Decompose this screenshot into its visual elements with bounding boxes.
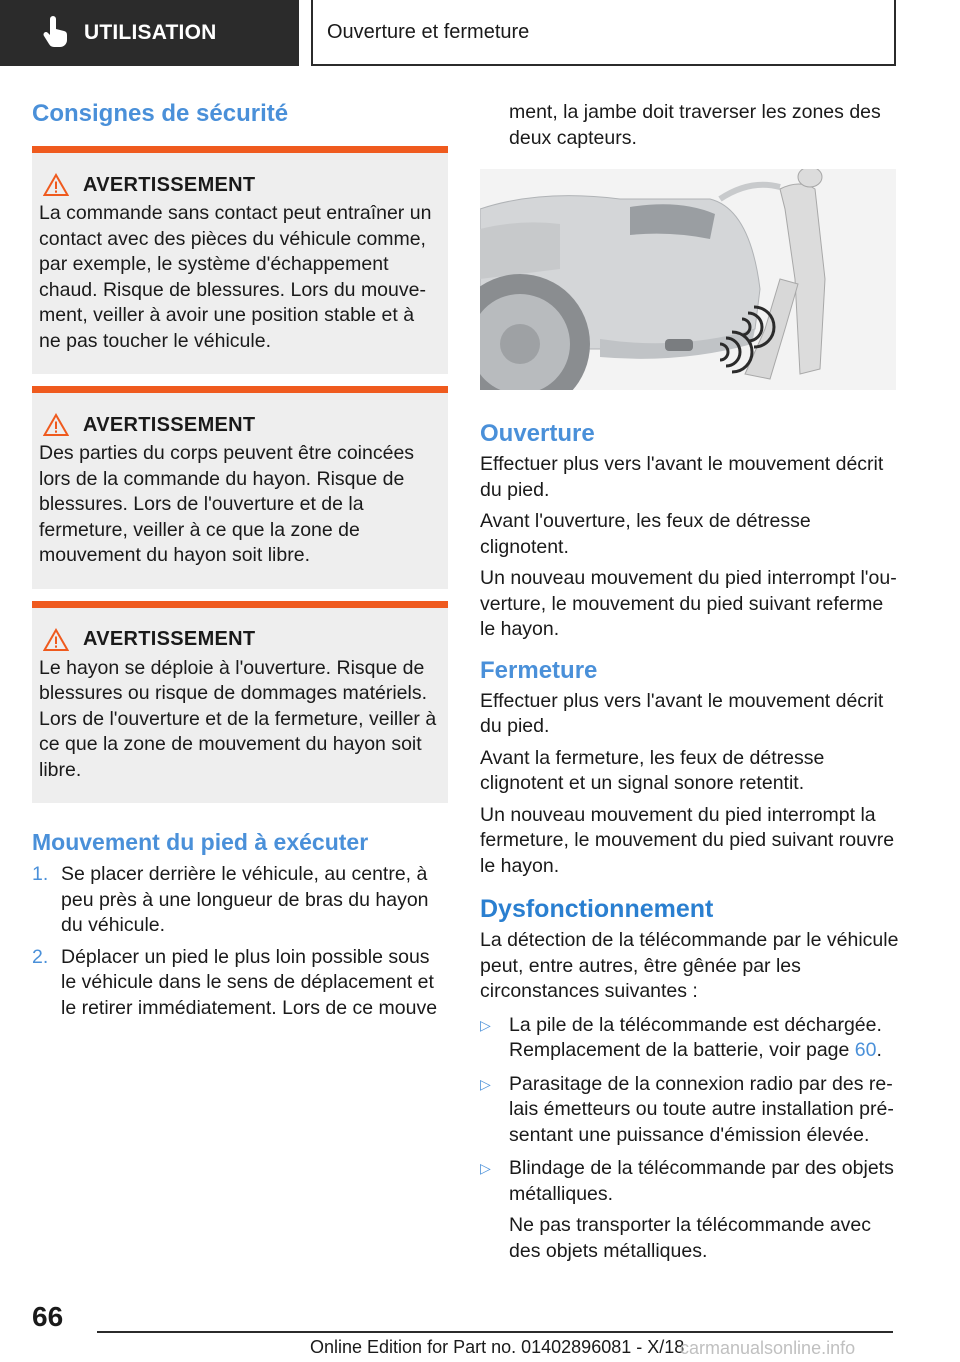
foot-movement-heading: Mouvement du pied à exécuter	[32, 829, 369, 855]
closing-paragraph: Un nouveau mouvement du pied interrompt la fermeture, le mouvement du pied suivant rouvre le hayon.	[480, 803, 895, 877]
opening-heading: Ouverture	[480, 420, 595, 447]
list-item	[32, 862, 448, 939]
list-item	[480, 1013, 900, 1064]
list-item	[32, 945, 448, 1022]
bullet-text: Parasitage de la connexion radio par des relais émetteurs ou toute autre installation présentant une puissance d'émission élevée.	[509, 1072, 894, 1146]
bullet-text: La pile de la télécommande est déchargée. Remplacement de la batterie, voir page	[509, 1013, 882, 1061]
edition-text: Online Edition for Part no. 01402896081 - X/18	[310, 1337, 685, 1357]
bullet-note: Ne pas transporter la télécommande avec des objets métalliques.	[509, 1214, 872, 1262]
warning-triangle-icon	[43, 173, 69, 197]
step-number: 2.	[32, 945, 49, 968]
opening-paragraph: Effectuer plus vers l'avant le mouvement décrit du pied.	[480, 453, 884, 501]
list-item	[480, 1156, 900, 1264]
warning-box	[32, 146, 448, 374]
right-column	[480, 100, 900, 1264]
page-60-link[interactable]: 60	[854, 1039, 877, 1061]
closing-paragraph: Avant la fermeture, les feux de détresse clignotent et un signal sonore retentit.	[480, 746, 825, 794]
triangle-bullet-icon: ▷	[480, 1016, 491, 1033]
closing-paragraph: Effectuer plus vers l'avant le mouvement décrit du pied.	[480, 689, 884, 737]
warning-text: Des parties du corps peuvent être coincées lors de la commande du hayon. Risque de blessures. Lors de l'ouverture et de la fermeture, veiller à ce que la zone de mouvement du hayon soit libre.	[39, 442, 415, 566]
header-chapter-box	[311, 0, 896, 66]
safety-heading: Consignes de sécurité	[32, 100, 289, 127]
steps-list	[32, 862, 448, 1021]
chapter-title: Ouverture et fermeture	[327, 20, 530, 43]
warning-triangle-icon	[43, 413, 69, 437]
warning-text: La commande sans contact peut entraîner un contact avec des pièces du véhicule comme, par exemple, le système d'échappement chaud. Risque de blessures. Lors du mouvement, veiller à avoir une position stable et à ne pas toucher le véhicule.	[39, 202, 432, 352]
triangle-bullet-icon: ▷	[480, 1160, 491, 1176]
warning-text: Le hayon se déploie à l'ouverture. Risque de blessures ou risque de dommages matériels. Lors de l'ouverture et de la fermeture, veiller à ce que la zone de mouvement du hayon soit libre.	[39, 656, 437, 781]
warning-box	[32, 601, 448, 804]
opening-paragraph: Un nouveau mouvement du pied interrompt l'ouverture, le mouvement du pied suivant referme le hayon.	[480, 567, 897, 640]
hand-pointer-icon	[38, 15, 74, 51]
list-item	[480, 1072, 900, 1149]
warning-label: AVERTISSEMENT	[83, 628, 256, 650]
tailgate-illustration	[480, 169, 896, 390]
malfunction-intro: La détection de la télécommande par le véhicule peut, entre autres, être gênée par les circonstances suivantes :	[480, 929, 899, 1002]
page-number: 66	[32, 1301, 64, 1332]
step-number: 1.	[32, 863, 49, 885]
footer-rule	[97, 1331, 893, 1333]
step-text: Se placer derrière le véhicule, au centre, à peu près à une longueur de bras du hayon du véhicule.	[61, 863, 429, 936]
header-section-tab	[0, 0, 299, 66]
warning-label: AVERTISSEMENT	[83, 413, 256, 436]
opening-paragraph: Avant l'ouverture, les feux de détresse clignotent.	[480, 510, 811, 558]
malfunction-heading: Dysfonctionnement	[480, 895, 714, 923]
section-title: UTILISATION	[84, 21, 217, 44]
bullet-end: .	[876, 1039, 882, 1061]
left-column	[32, 100, 448, 1021]
watermark: carmanualsonline.info	[680, 1338, 856, 1358]
bullet-text: Blindage de la télécommande par des objets métalliques.	[509, 1157, 894, 1205]
triangle-bullet-icon: ▷	[480, 1075, 491, 1092]
warning-box	[32, 386, 448, 589]
step-text: Déplacer un pied le plus loin possible sous le véhicule dans le sens de déplacement et le retirer immédiatement. Lors de ce mouve	[61, 945, 438, 1019]
malfunction-list	[480, 1013, 900, 1265]
car-foot-sensor-image	[480, 169, 896, 390]
warning-triangle-icon	[43, 628, 69, 652]
continuation-text: ment, la jambe doit traverser les zones des deux capteurs.	[509, 101, 881, 149]
warning-label: AVERTISSEMENT	[83, 173, 256, 196]
closing-heading: Fermeture	[480, 656, 598, 684]
